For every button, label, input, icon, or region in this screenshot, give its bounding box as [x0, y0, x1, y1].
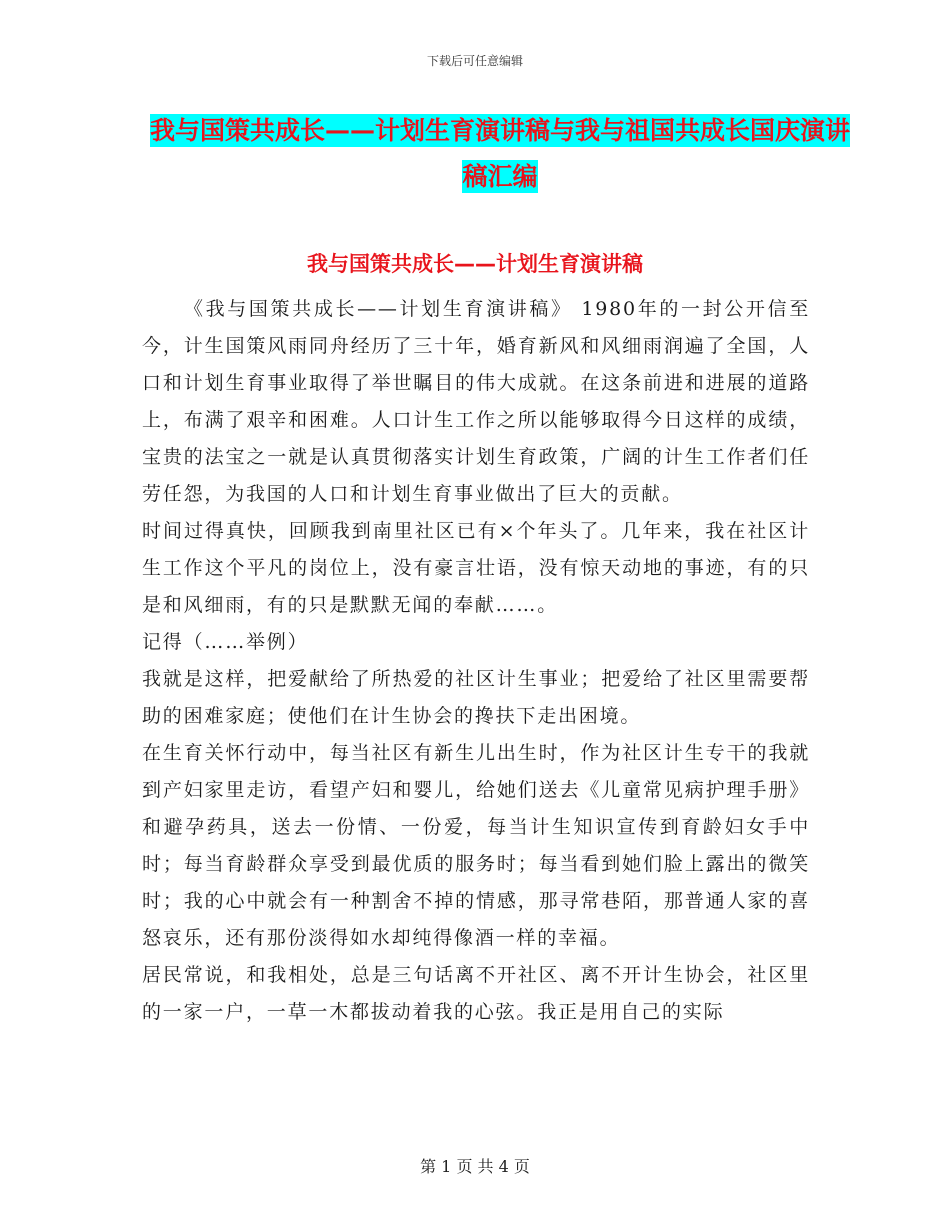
paragraph: 《我与国策共成长——计划生育演讲稿》 1980年的一封公开信至今，计生国策风雨同舟经历了三十年，婚育新风和风细雨润遍了全国，人口和计划生育事业取得了举世瞩目的伟大成就。在这条前进和进展的道路上，布满了艰辛和困难。人口计生工作之所以能够取得今日这样的成绩，宝贵的法宝之一就是认真贯彻落实计划生育政策，广阔的计生工作者们任劳任怨，为我国的人口和计划生育事业做出了巨大的贡献。 — [142, 298, 810, 505]
body-text — [142, 291, 810, 1031]
document-title — [150, 108, 850, 200]
paragraph: 居民常说，和我相处，总是三句话离不开社区、离不开计生协会，社区里的一家一户，一草一木都拔动着我的心弦。我正是用自己的实际 — [142, 964, 810, 1023]
header-note: 下载后可任意编辑 — [426, 54, 523, 68]
paragraph: 记得（……举例） — [142, 631, 309, 653]
paragraph: 我就是这样，把爱献给了所热爱的社区计生事业；把爱给了社区里需要帮助的困难家庭；使他们在计生协会的搀扶下走出困境。 — [142, 668, 810, 727]
paragraph: 时间过得真快，回顾我到南里社区已有×个年头了。几年来，我在社区计生工作这个平凡的岗位上，没有豪言壮语，没有惊天动地的事迹，有的只是和风细雨，有的只是默默无闻的奉献……。 — [142, 520, 810, 616]
page-number: 第 1 页 共 4 页 — [420, 1157, 530, 1176]
paragraph: 在生育关怀行动中，每当社区有新生儿出生时，作为社区计生专干的我就到产妇家里走访，看望产妇和婴儿，给她们送去《儿童常见病护理手册》和避孕药具，送去一份情、一份爱，每当计生知识宣传到育龄妇女手中时；每当育龄群众享受到最优质的服务时；每当看到她们脸上露出的微笑时；我的心中就会有一种割舍不掉的情感，那寻常巷陌，那普通人家的喜怒哀乐，还有那份淡得如水却纯得像酒一样的幸福。 — [142, 742, 810, 949]
document-title-text: 我与国策共成长——计划生育演讲稿与我与祖国共成长国庆演讲稿汇编 — [150, 116, 851, 191]
section-title: 我与国策共成长——计划生育演讲稿 — [307, 252, 643, 276]
